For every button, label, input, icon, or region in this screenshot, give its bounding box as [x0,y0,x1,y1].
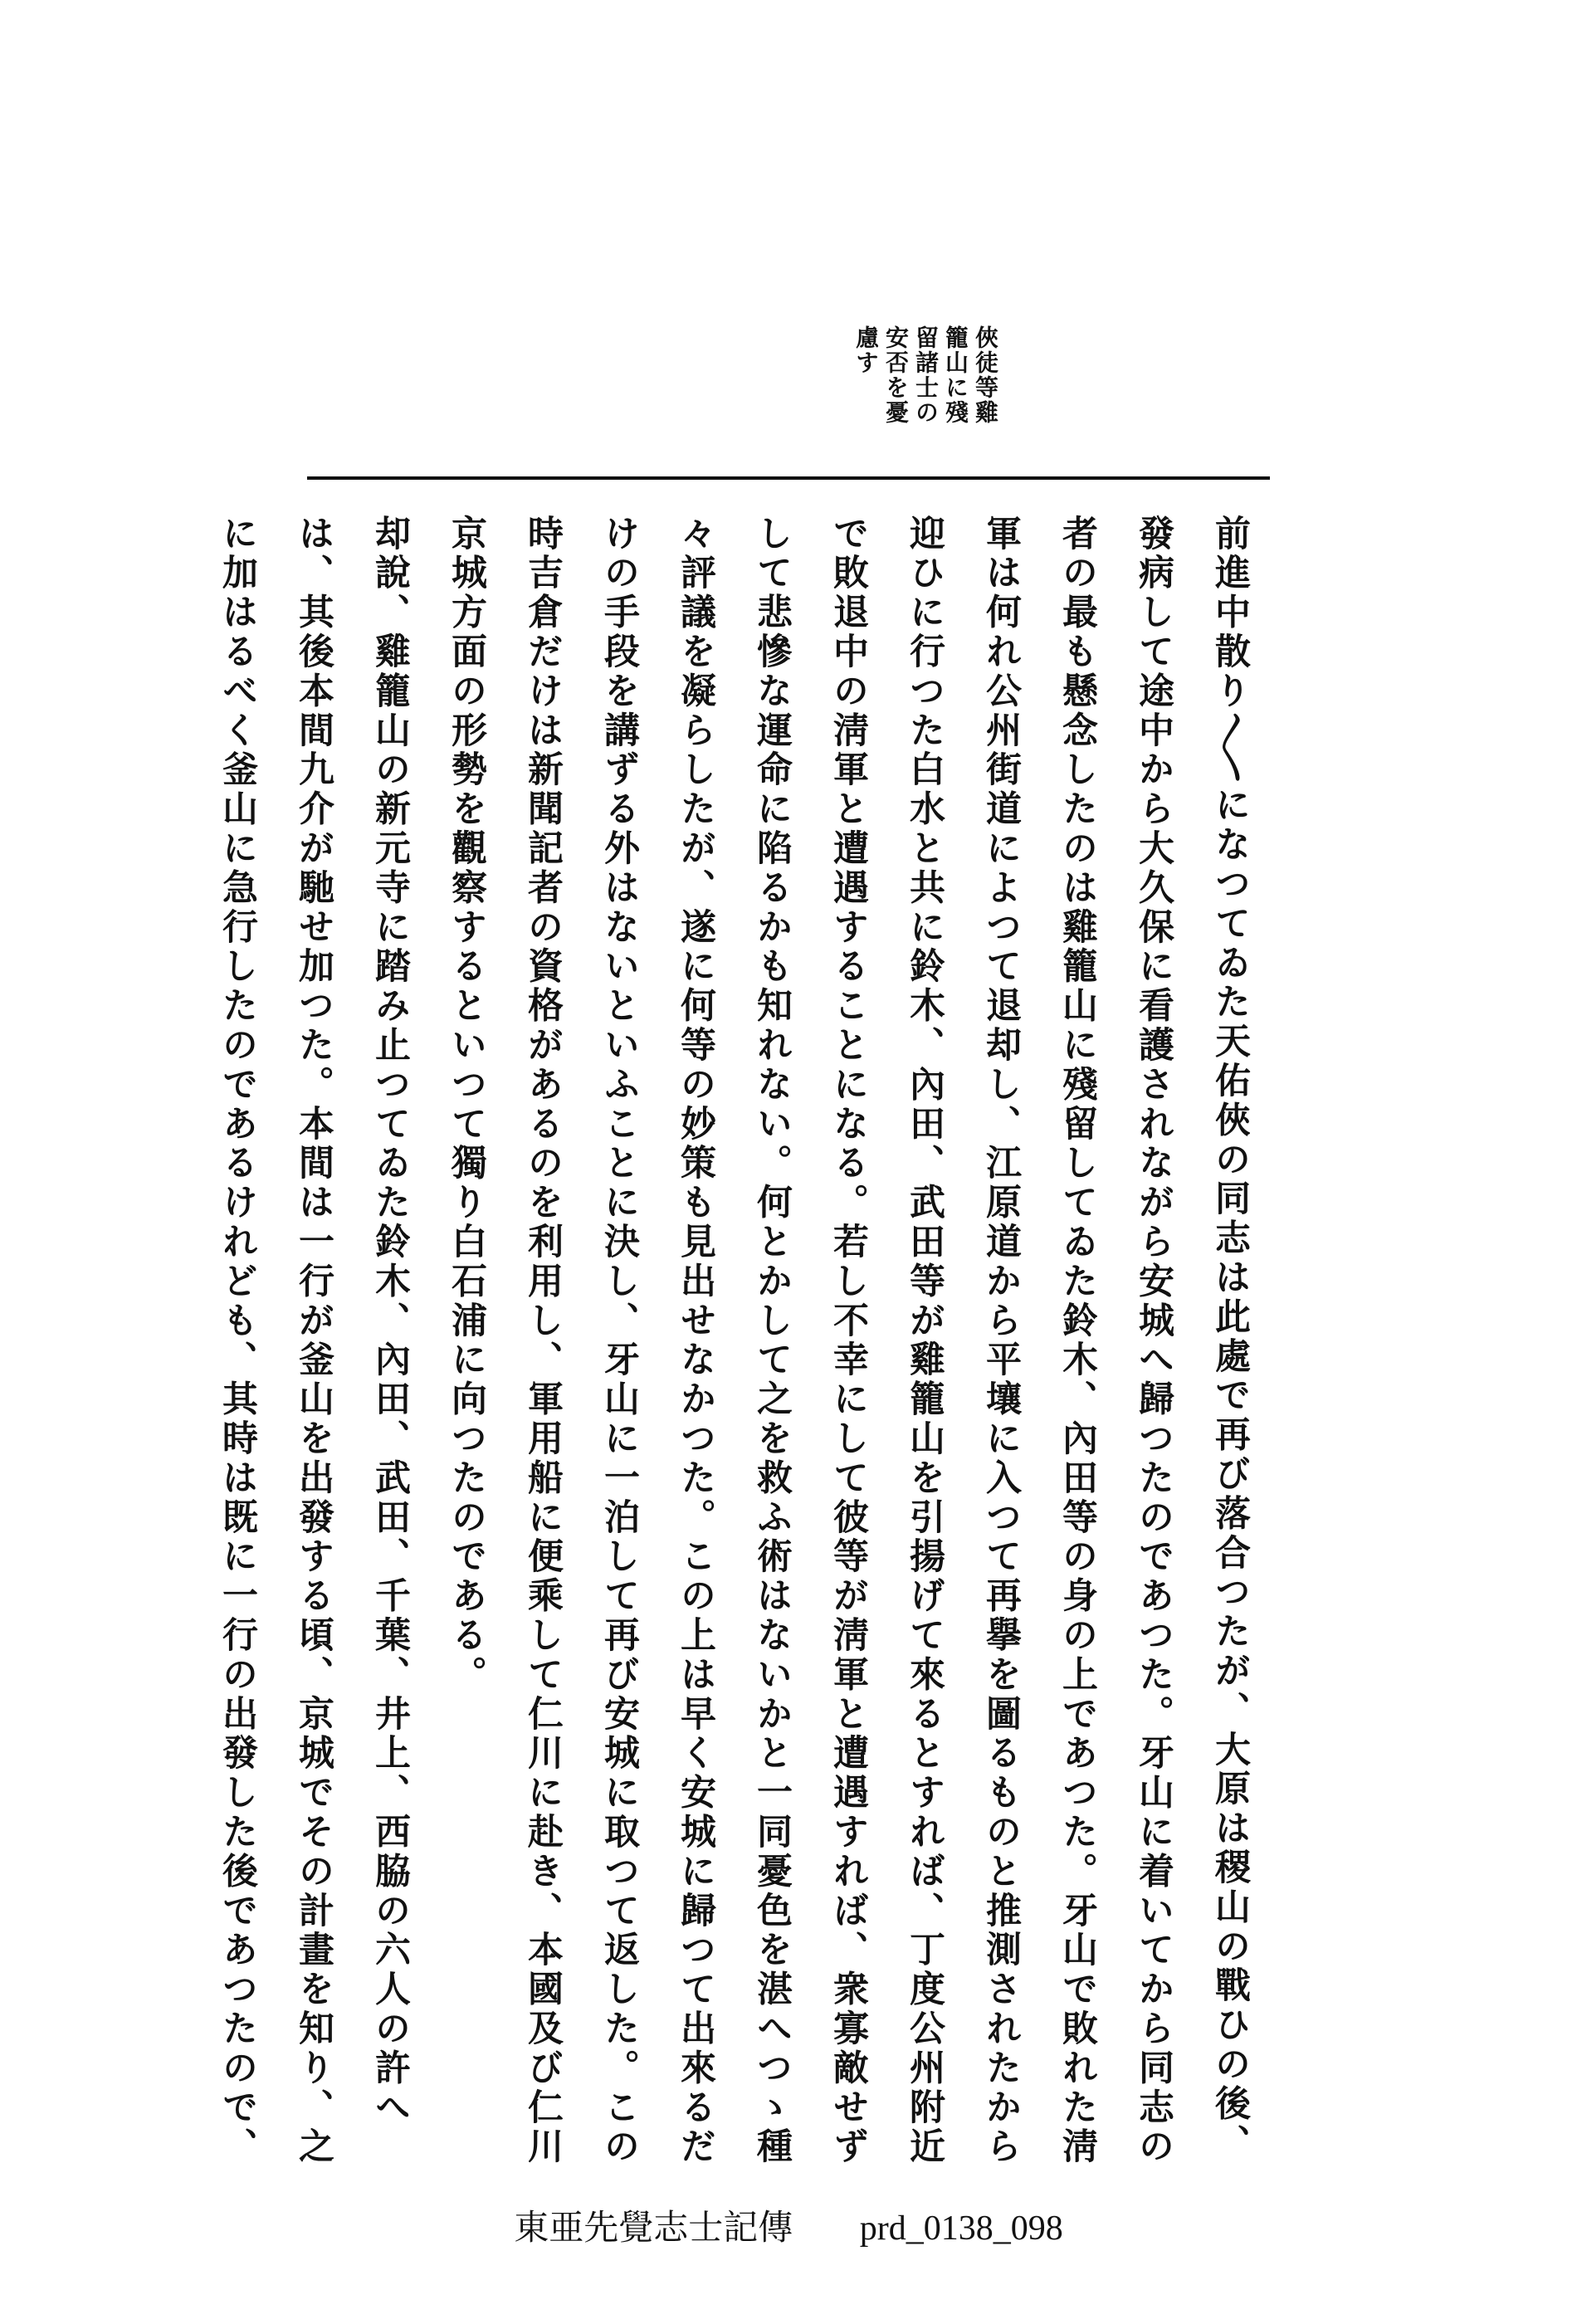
text-column: で敗退中の淸軍と遭遇することになる。若し不幸にして彼等が淸軍と遭遇すれば、衆寡敵せず [828,515,869,2167]
text-column: 却說、雞籠山の新元寺に踏み止つてゐた鈴木、內田、武田、千葉、井上、西脇の六人の許へ [369,515,411,2128]
marginal-heading-line: 慮す [852,325,880,375]
marginal-heading [852,325,1000,483]
text-column: 京城方面の形勢を觀察するといつて獨り白石浦に向つたのである。 [446,515,487,1695]
text-column: けの手段を講ずる外はないといふことに決し、牙山に一泊して再び安城に取つて返した。この [598,515,640,2167]
text-column: 者の最も懸念したのは雞籠山に殘留してゐた鈴木、內田等の身の上であつた。牙山で敗れた淸 [1057,515,1098,2167]
text-column: に加はるべく釜山に急行したのであるけれども、其時は既に一行の出發した後であつたので、 [217,515,258,2167]
book-title: 東亜先覺志士記傳 [514,2209,793,2248]
marginal-heading-line: 留諸士の [912,325,940,425]
text-column: 軍は何れ公州街道によつて退却し、江原道から平壤に入つて再擧を圖るものと推測されたから [980,515,1022,2167]
marginal-heading-line: 籠山に殘 [942,325,969,425]
header-rule [307,476,1270,480]
text-column: 前進中散り〳〵になつてゐた天佑俠の同志は此處で再び落合つたが、大原は稷山の戰ひの後、 [1209,515,1251,2164]
text-column: して悲慘な運命に陷るかも知れない。何とかして之を救ふ術はないかと一同憂色を湛へつゝ種 [751,515,793,2167]
text-column: 迎ひに行つた白水と共に鈴木、內田、武田等が雞籠山を引揚げて來るとすれば、丁度公州附近 [904,515,945,2167]
page-footer [0,2208,1577,2249]
text-column: 々評議を凝らしたが、遂に何等の妙策も見出せなかつた。この上は早く安城に歸つて出來るだ [675,515,716,2167]
text-column: 時吉倉だけは新聞記者の資格があるのを利用し、軍用船に便乘して仁川に赴き、本國及び仁川 [522,515,564,2167]
marginal-heading-line: 安否を憂 [882,325,910,425]
text-column: は、其後本間九介が馳せ加つた。本間は一行が釜山を出發する頃、京城でその計畫を知り、之 [293,515,334,2167]
marginal-heading-line: 俠徒等雞 [972,325,999,425]
body-text [217,515,1268,2167]
page-code: prd_0138_098 [859,2209,1063,2248]
text-column: 發病して途中から大久保に看護されながら安城へ歸つたのであつた。牙山に着いてから同志の [1133,515,1174,2167]
